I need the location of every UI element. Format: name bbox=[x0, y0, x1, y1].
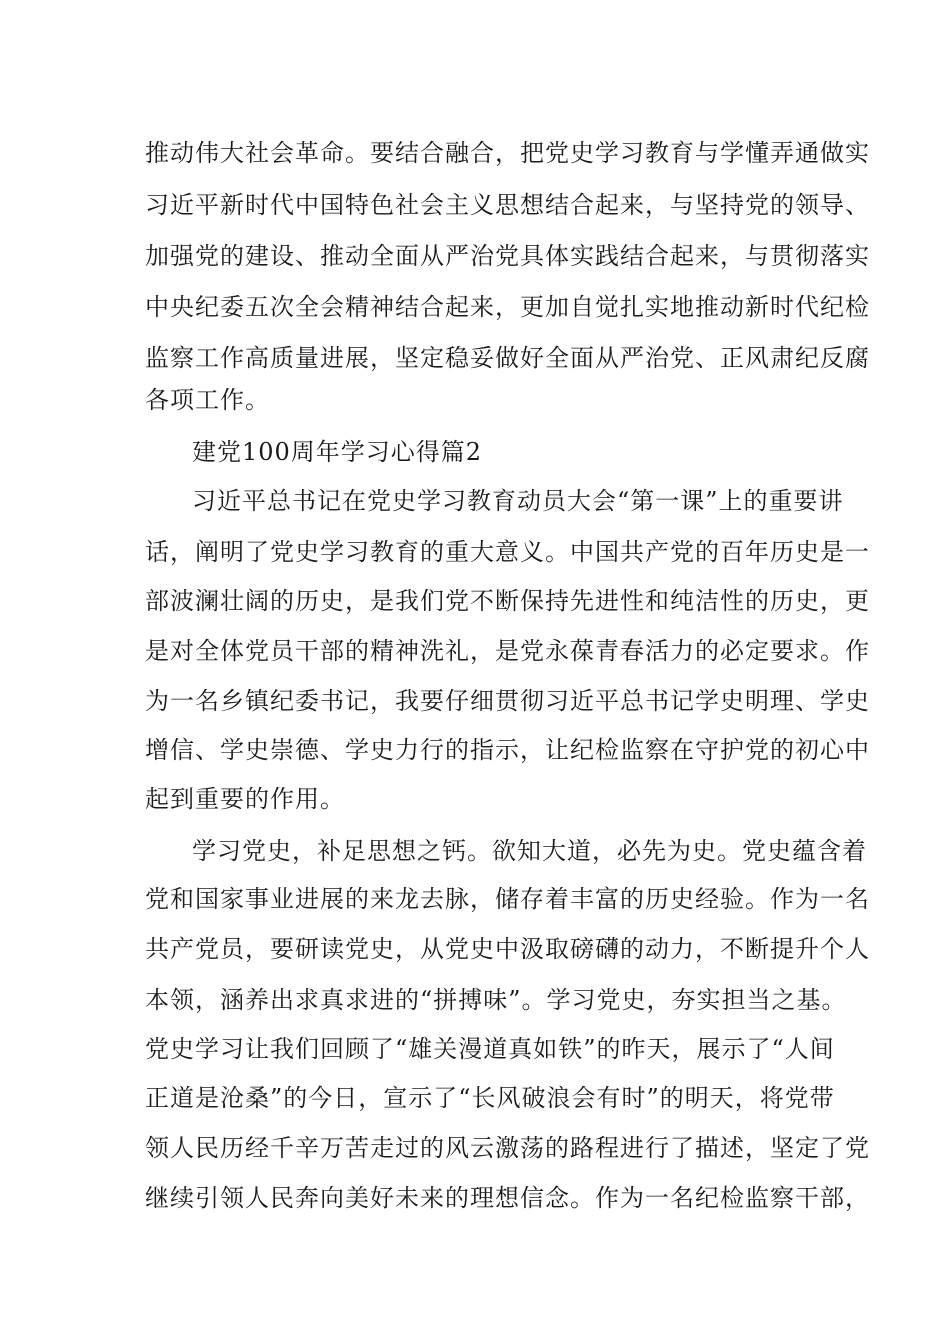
text-line: 话，阐明了党史学习教育的重大意义。中国共产党的百年历史是一 bbox=[145, 538, 870, 566]
text-line: 本领，涵养出求真求进的“拼搏味”。学习党史，夯实担当之基。 bbox=[145, 986, 847, 1014]
text-line: 学习党史，补足思想之钙。欲知大道，必先为史。党史蕴含着 bbox=[192, 837, 867, 865]
text-line: 部波澜壮阔的历史，是我们党不断保持先进性和纯洁性的历史，更 bbox=[145, 587, 870, 615]
text-line: 党史学习让我们回顾了“雄关漫道真如铁”的昨天，展示了“人间 bbox=[145, 1035, 835, 1063]
text-line: 党和国家事业进展的来龙去脉，储存着丰富的历史经验。作为一名 bbox=[145, 885, 870, 913]
text-line: 领人民历经千辛万苦走过的风云激荡的路程进行了描述，坚定了党 bbox=[145, 1134, 870, 1162]
text-line: 各项工作。 bbox=[145, 386, 270, 414]
text-line: 正道是沧桑”的今日，宣示了“长风破浪会有时”的明天，将党带 bbox=[145, 1084, 835, 1112]
text-line: 起到重要的作用。 bbox=[145, 785, 345, 813]
text-line: 继续引领人民奔向美好未来的理想信念。作为一名纪检监察干部， bbox=[145, 1184, 870, 1212]
text-line: 为一名乡镇纪委书记，我要仔细贯彻习近平总书记学史明理、学史 bbox=[145, 687, 870, 715]
text-line: 监察工作高质量进展，坚定稳妥做好全面从严治党、正风肃纪反腐 bbox=[145, 344, 870, 372]
text-line: 推动伟大社会革命。要结合融合，把党史学习教育与学懂弄通做实 bbox=[145, 139, 870, 167]
text-line: 中央纪委五次全会精神结合起来，更加自觉扎实地推动新时代纪检 bbox=[145, 293, 870, 321]
text-line: 是对全体党员干部的精神洗礼，是党永葆青春活力的必定要求。作 bbox=[145, 637, 870, 665]
text-line: 习近平总书记在党史学习教育动员大会“第一课”上的重要讲 bbox=[192, 487, 844, 515]
section-heading: 建党100周年学习心得篇2 bbox=[192, 438, 483, 466]
text-line: 加强党的建设、推动全面从严治党具体实践结合起来，与贯彻落实 bbox=[145, 242, 870, 270]
text-line: 共产党员，要研读党史，从党史中汲取磅礴的动力，不断提升个人 bbox=[145, 935, 870, 963]
text-line: 习近平新时代中国特色社会主义思想结合起来，与坚持党的领导、 bbox=[145, 191, 870, 219]
text-line: 增信、学史崇德、学史力行的指示，让纪检监察在守护党的初心中 bbox=[145, 736, 870, 764]
